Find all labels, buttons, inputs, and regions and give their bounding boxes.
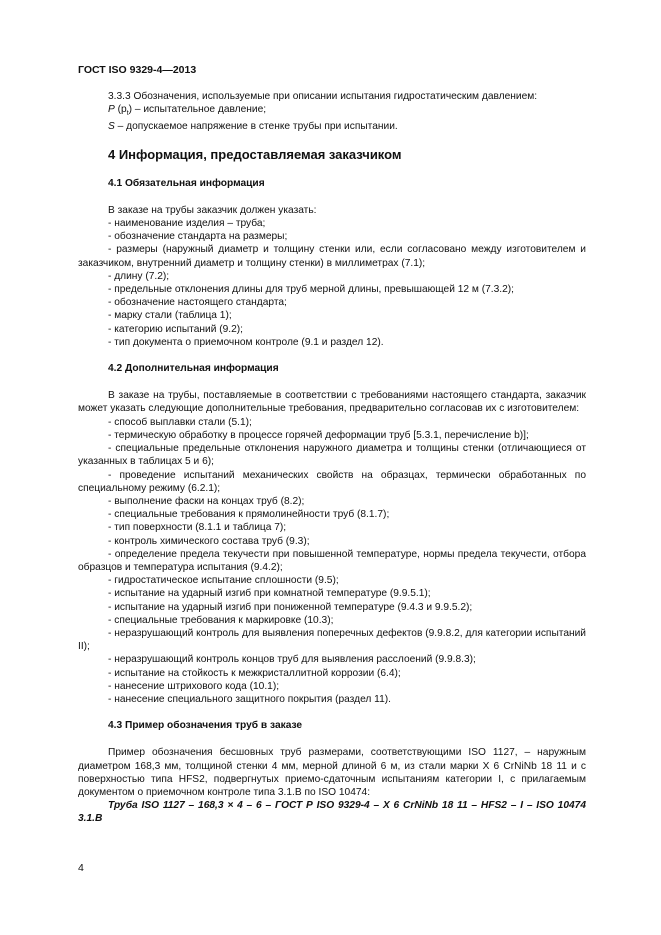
- symbol-p-open: (p: [114, 104, 127, 116]
- section-4-2-intro: В заказе на трубы, поставляемые в соответствии с требованиями настоящего стандарта, заказчик может указать следующие дополнительные требования, предварительно согласовав их с изготовителем:: [78, 390, 586, 415]
- list-item: - гидростатическое испытание сплошности (9.5);: [108, 575, 339, 587]
- list-item: - испытание на ударный изгиб при комнатной температуре (9.9.5.1);: [108, 588, 431, 600]
- list-item: - специальные требования к прямолинейности труб (8.1.7);: [108, 509, 390, 521]
- list-item: - определение предела текучести при повышенной температуре, нормы предела текучести, отбора образцов и температура испытания (9.4.2);: [78, 548, 586, 573]
- section-4-3-text: Пример обозначения бесшовных труб размерами, соответствующими ISO 1127, – наружным диаметром 168,3 мм, толщиной стенки 4 мм, мерной длиной 6 м, из стали марки X 6 CrNiNb 18 11 и с поверхностью типа HFS2, подвергнутых приемо-сдаточным испытаниям категории I, с прилагаемым документом о приемочном контроле типа 3.1.В по ISO 10474:: [78, 747, 586, 798]
- symbol-p-desc: ) – испытательное давление;: [128, 104, 267, 116]
- section-4-2-title: 4.2 Дополнительная информация: [108, 363, 279, 375]
- order-designation-example: Труба ISO 1127 – 168,3 × 4 – 6 – ГОСТ Р ISO 9329-4 – X 6 CrNiNb 18 11 – HFS2 – I – ISO 10474 3.1.B: [78, 800, 586, 825]
- list-item: - специальные требования к маркировке (10.3);: [108, 614, 334, 626]
- list-item: - предельные отклонения длины для труб мерной длины, превышающей 12 м (7.3.2);: [108, 284, 514, 296]
- section-4-2-list: [78, 416, 586, 706]
- section-3-3-3: [78, 90, 586, 134]
- list-item: - нанесение специального защитного покрытия (раздел 11).: [108, 693, 391, 705]
- list-item: - термическую обработку в процессе горячей деформации труб [5.3.1, перечисление b)];: [108, 429, 529, 441]
- symbol-p-line: [108, 103, 586, 120]
- symbol-p: P: [108, 104, 115, 116]
- list-item: - обозначение настоящего стандарта;: [108, 297, 287, 309]
- list-item: - размеры (наружный диаметр и толщину стенки или, если согласовано между изготовителем и заказчиком, внутренний диаметр и толщину стенки) в миллиметрах (7.1);: [78, 244, 586, 269]
- section-4-3-title: 4.3 Пример обозначения труб в заказе: [108, 720, 303, 732]
- symbols-intro: 3.3.3 Обозначения, используемые при описании испытания гидростатическим давлением:: [108, 91, 538, 102]
- section-4-1-list: [78, 217, 586, 349]
- symbol-s-line: [108, 120, 586, 133]
- symbol-s: S: [108, 121, 115, 133]
- symbol-p-sub: t: [126, 110, 129, 118]
- section-4-1-intro: В заказе на трубы заказчик должен указать:: [108, 204, 317, 216]
- list-item: - контроль химического состава труб (9.3);: [108, 535, 310, 547]
- symbol-s-desc: – допускаемое напряжение в стенке трубы при испытании.: [114, 121, 398, 133]
- list-item: - испытание на стойкость к межкристаллитной коррозии (6.4);: [108, 667, 401, 679]
- list-item: - проведение испытаний механических свойств на образцах, термически обработанных по специальному режиму (6.2.1);: [78, 469, 586, 494]
- list-item: - марку стали (таблица 1);: [108, 310, 232, 322]
- list-item: - специальные предельные отклонения наружного диаметра и толщины стенки (отличающиеся от указанных в таблицах 5 и 6);: [78, 443, 586, 468]
- list-item: - неразрушающий контроль концов труб для выявления расслоений (9.9.8.3);: [108, 654, 476, 666]
- list-item: - категорию испытаний (9.2);: [108, 323, 244, 335]
- section-4-1-title: 4.1 Обязательная информация: [108, 177, 265, 189]
- page-number: 4: [78, 862, 84, 874]
- list-item: - испытание на ударный изгиб при пониженной температуре (9.4.3 и 9.9.5.2);: [108, 601, 473, 613]
- list-item: - способ выплавки стали (5.1);: [108, 416, 252, 428]
- document-header: ГОСТ ISO 9329-4—2013: [78, 64, 197, 76]
- list-item: - наименование изделия – труба;: [108, 218, 266, 230]
- list-item: - выполнение фаски на концах труб (8.2);: [108, 495, 305, 507]
- list-item: - тип поверхности (8.1.1 и таблица 7);: [108, 522, 287, 534]
- list-item: - тип документа о приемочном контроле (9.1 и раздел 12).: [108, 336, 384, 348]
- section-4-title: 4 Информация, предоставляемая заказчиком: [108, 146, 402, 162]
- list-item: - нанесение штрихового кода (10.1);: [108, 680, 280, 692]
- list-item: - обозначение стандарта на размеры;: [108, 231, 288, 243]
- list-item: - длину (7.2);: [108, 270, 170, 282]
- list-item: - неразрушающий контроль для выявления поперечных дефектов (9.9.8.2, для категории испытаний II);: [78, 627, 586, 653]
- page-content: [78, 90, 586, 826]
